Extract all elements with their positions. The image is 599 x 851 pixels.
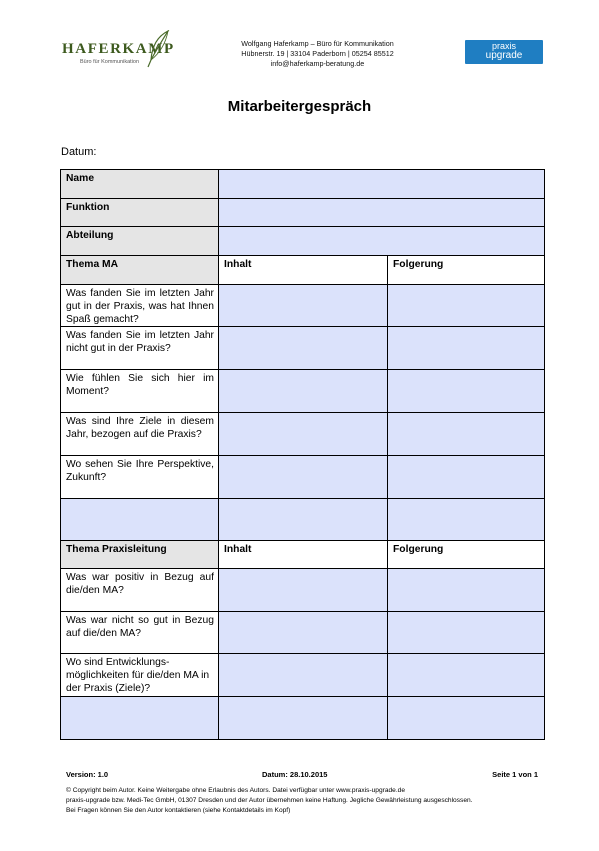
document-title: Mitarbeitergespräch: [227, 98, 372, 115]
footer-legal: [66, 786, 546, 816]
company-name: Wolfgang Haferkamp – Büro für Kommunikation: [241, 39, 394, 48]
name-field[interactable]: [219, 170, 545, 199]
name-label: Name: [61, 170, 219, 199]
folgerung-field[interactable]: [388, 456, 545, 499]
footer-page-number: Seite 1 von 1: [492, 770, 538, 779]
folgerung-field[interactable]: [388, 285, 545, 327]
table-row: [61, 170, 545, 199]
section-header-ma: Thema MA: [61, 256, 219, 285]
table-row: [61, 569, 545, 612]
haferkamp-logo: [60, 30, 175, 70]
abteilung-field[interactable]: [219, 227, 545, 256]
table-row: [61, 697, 545, 740]
footer-liability: praxis-upgrade bzw. Medi-Tec GmbH, 01307 Dresden und der Autor übernehmen keine Haftung. Jegliche Gewährleistung ausgeschlossen.: [66, 797, 473, 804]
table-row: [61, 456, 545, 499]
table-row: [61, 285, 545, 327]
folgerung-field[interactable]: [388, 612, 545, 654]
logo-right-line2: upgrade: [485, 50, 523, 61]
table-row: [61, 612, 545, 654]
datum-label: Datum:: [61, 146, 97, 158]
footer-version: Version: 1.0: [66, 770, 109, 779]
quill-feather-icon: [146, 30, 172, 68]
section-header-praxisleitung: Thema Praxisleitung: [61, 541, 219, 569]
question-cell: Was fanden Sie im letzten Jahr nicht gut in der Praxis?: [61, 327, 219, 370]
inhalt-field[interactable]: [219, 499, 388, 541]
folgerung-field[interactable]: [388, 413, 545, 456]
folgerung-field[interactable]: [388, 697, 545, 740]
column-header-folgerung: Folgerung: [388, 256, 545, 285]
question-cell: Was fanden Sie im letzten Jahr gut in der Praxis, was hat Ihnen Spaß gemacht?: [61, 285, 219, 327]
question-cell: Wo sehen Sie Ihre Perspektive, Zukunft?: [61, 456, 219, 499]
company-contact-block: [200, 39, 435, 69]
column-header-folgerung: Folgerung: [388, 541, 545, 569]
footer-contact: Bei Fragen können Sie den Autor kontaktieren (siehe Kontaktdetails im Kopf): [66, 807, 291, 814]
folgerung-field[interactable]: [388, 327, 545, 370]
question-cell: Wie fühlen Sie sich hier im Moment?: [61, 370, 219, 413]
folgerung-field[interactable]: [388, 499, 545, 541]
logo-right-line1: praxis: [491, 41, 516, 51]
folgerung-field[interactable]: [388, 654, 545, 697]
column-header-inhalt: Inhalt: [219, 256, 388, 285]
column-header-inhalt: Inhalt: [219, 541, 388, 569]
inhalt-field[interactable]: [219, 413, 388, 456]
extra-question-field[interactable]: [61, 499, 219, 541]
footer-copyright: © Copyright beim Autor. Keine Weitergabe ohne Erlaubnis des Autors. Datei verfügbar unter www.praxis-upgrade.de: [66, 787, 406, 794]
inhalt-field[interactable]: [219, 327, 388, 370]
funktion-label: Funktion: [61, 199, 219, 227]
question-cell: Was sind Ihre Ziele in diesem Jahr, bezogen auf die Praxis?: [61, 413, 219, 456]
company-email: info@haferkamp-beratung.de: [270, 59, 365, 68]
table-header-row: [61, 541, 545, 569]
inhalt-field[interactable]: [219, 697, 388, 740]
footer-date: Datum: 28.10.2015: [262, 770, 328, 779]
company-address: Hübnerstr. 19 | 33104 Paderborn | 05254 85512: [241, 49, 394, 58]
abteilung-label: Abteilung: [61, 227, 219, 256]
inhalt-field[interactable]: [219, 654, 388, 697]
table-row: [61, 227, 545, 256]
folgerung-field[interactable]: [388, 370, 545, 413]
question-cell: Wo sind Entwicklungs-möglichkeiten für die/den MA in der Praxis (Ziele)?: [61, 654, 219, 697]
inhalt-field[interactable]: [219, 456, 388, 499]
table-row: [61, 654, 545, 697]
folgerung-field[interactable]: [388, 569, 545, 612]
table-row: [61, 413, 545, 456]
praxis-upgrade-logo: [465, 40, 543, 64]
interview-form-table: [60, 169, 545, 740]
logo-wordmark: HAFERKAMP: [62, 41, 175, 57]
question-cell: Was war positiv in Bezug auf die/den MA?: [61, 569, 219, 612]
funktion-field[interactable]: [219, 199, 545, 227]
table-row: [61, 370, 545, 413]
extra-question-field[interactable]: [61, 697, 219, 740]
question-cell: Was war nicht so gut in Bezug auf die/den MA?: [61, 612, 219, 654]
inhalt-field[interactable]: [219, 612, 388, 654]
inhalt-field[interactable]: [219, 370, 388, 413]
inhalt-field[interactable]: [219, 285, 388, 327]
table-row: [61, 499, 545, 541]
table-row: [61, 199, 545, 227]
logo-subtitle: Büro für Kommunikation: [80, 59, 139, 65]
table-header-row: [61, 256, 545, 285]
inhalt-field[interactable]: [219, 569, 388, 612]
table-row: [61, 327, 545, 370]
